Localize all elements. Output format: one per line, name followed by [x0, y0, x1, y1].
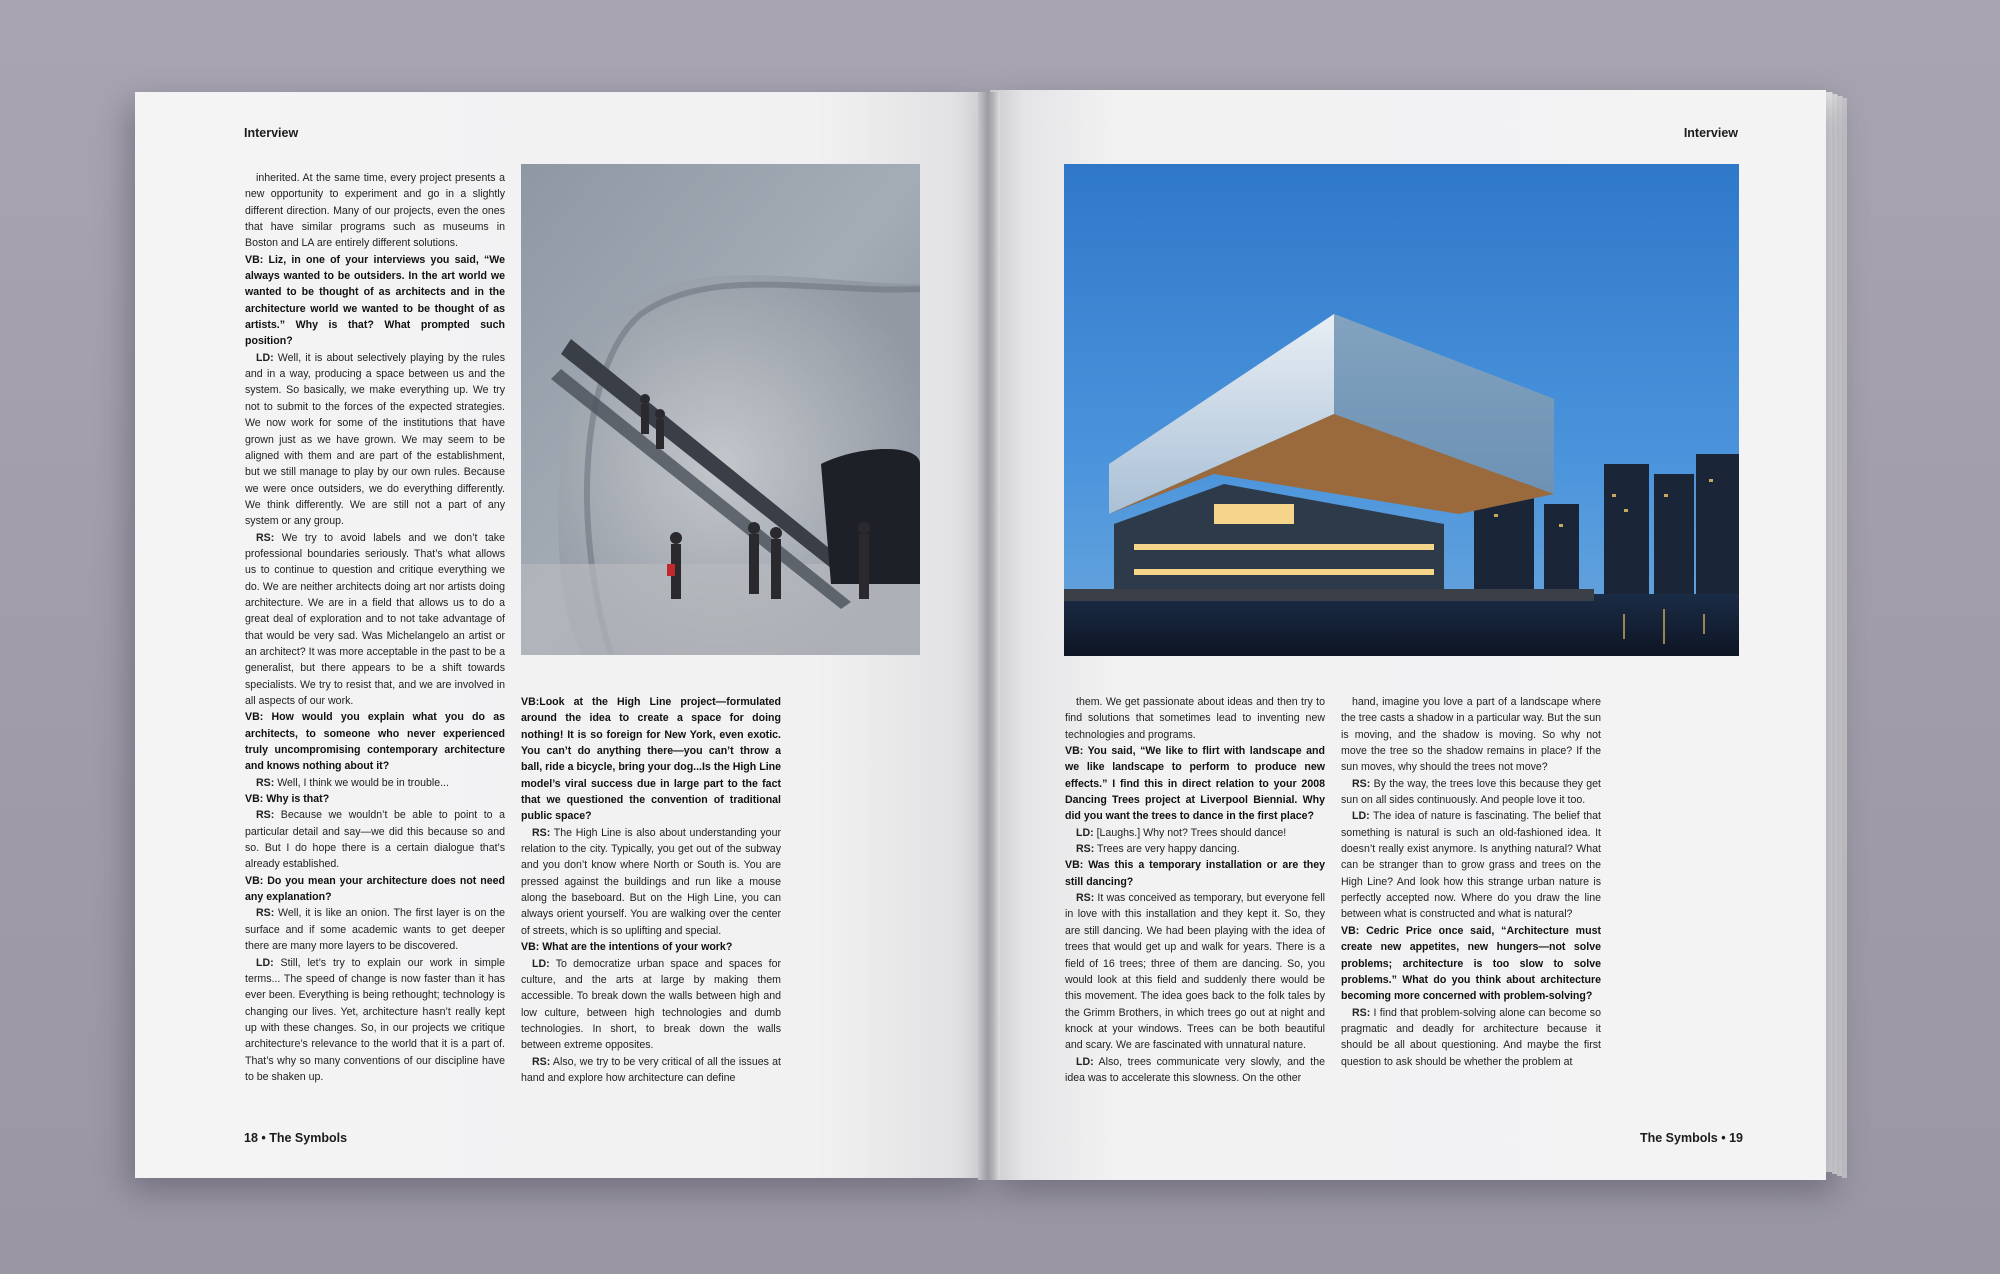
interview-answer [1341, 694, 1601, 776]
interview-answer [521, 956, 781, 1054]
paragraph-text: Also, trees communicate very slowly, and the idea was to accelerate this slowness. On the other [1065, 1055, 1325, 1084]
interview-answer [245, 807, 505, 872]
paragraph-text: VB: Cedric Price once said, “Architecture must create new appetites, new hungers—not solve problems; architecture is too slow to solve problems.” What do you think about architecture becoming more concerned with problem-solving? [1341, 924, 1601, 1003]
paragraph-text: VB: Liz, in one of your interviews you said, “We always wanted to be outsiders. In the art world we wanted to be thought of as architects and in the architecture world we wanted to be thought of as artists.” Why is that? What prompted such position? [245, 253, 505, 348]
paragraph-text: VB: You said, “We like to flirt with landscape and we like landscape to perform to produce new effects.” I find this in direct relation to your 2008 Dancing Trees project at Liverpool Biennial. Why did you want the trees to dance in the first place? [1065, 745, 1325, 823]
speaker-label: RS: [256, 776, 275, 789]
speaker-label: LD: [1352, 810, 1370, 823]
folio-right: The Symbols • 19 [1639, 1131, 1743, 1145]
paragraph-text: Trees are very happy dancing. [1094, 843, 1240, 856]
interview-question [521, 694, 781, 825]
interview-answer [521, 1054, 781, 1087]
paragraph-text: Well, I think we would be in trouble... [274, 776, 449, 789]
paragraph-text: inherited. At the same time, every project presents a new opportunity to experiment and go in a slightly different direction. Many of our projects, even the ones that have similar programs such as museums in Boston and LA are entirely different solutions. [245, 172, 505, 250]
paragraph-text: It was conceived as temporary, but everyone fell in love with this installation and they kept it. So, they are still dancing. We had been playing with the idea of trees that would get up and walk for years. There is a field of 16 trees; three of them are dancing. So, you would look at this field and suddenly there would be this movement. The idea goes back to the folk tales by the Grimm Brothers, in which trees go out at night and knock at your windows. Trees can be both beautiful and scary. We are fascinated with unnatural nature. [1065, 892, 1325, 1052]
paragraph-text: Still, let’s try to explain our work in simple terms... The speed of change is now faster than it has ever been. Everything is being rethought; technology is changing our lives. Yet, architecture hasn’t really kept up with these changes. So, in our projects we critique architecture’s relevance to the world that it is a part of. That’s why so many conventions of our discipline have to be shaken up. [245, 956, 505, 1083]
speaker-label: LD: [1076, 1055, 1094, 1068]
paragraph-text: The High Line is also about understanding your relation to the city. Typically, you get out of the subway and you don’t know where North or South is. You are pressed against the buildings and run like a mouse along the baseboard. But on the High Line, you can always orient yourself. You are walking over the center of streets, which is so uplifting and special. [521, 826, 781, 937]
running-head-right: Interview [1683, 126, 1738, 140]
paragraph-text: Well, it is about selectively playing by the rules and in a way, producing a space between us and the system. So basically, we make everything up. We try not to submit to the forces of the expected strategies. We now work for some of the institutions that have grown just as we have grown. We may seem to be aligned with them and are part of the establishment, but we still manage to play by our own rules. Because we were once outsiders, we do everything differently. We think differently. We are still not a part of any system or any group. [245, 351, 505, 528]
interview-answer [245, 170, 505, 252]
folio-left: 18 • The Symbols [244, 1131, 348, 1145]
paragraph-text: VB:Look at the High Line project—formulated around the idea to create a space for doing nothing! It is so foreign for New York, even exotic. You can’t do anything there—you can’t throw a ball, ride a bicycle, bring your dog...Is the High Line model’s viral success due in large part to the fact that we questioned the convention of traditional public space? [521, 696, 781, 823]
interview-question [1341, 923, 1601, 1005]
interview-answer [245, 350, 505, 530]
interview-answer [1065, 1054, 1325, 1087]
speaker-label: RS: [532, 1055, 551, 1068]
interview-answer [1341, 1005, 1601, 1070]
speaker-label: RS: [1076, 892, 1095, 905]
speaker-label: RS: [532, 826, 551, 839]
interview-answer [245, 905, 505, 954]
paragraph-text: To democratize urban space and spaces for culture, and the arts at large by making them accessible. To break down the walls between high and low culture, between high technologies and dumb technologies. In short, to break down the walls between extreme opposites. [521, 957, 781, 1052]
museum-photo [1064, 164, 1739, 656]
interview-answer [245, 775, 505, 791]
interview-question [521, 939, 781, 955]
interview-answer [521, 825, 781, 939]
speaker-label: LD: [256, 956, 274, 969]
speaker-label: LD: [1076, 826, 1094, 839]
interview-question [245, 791, 505, 807]
speaker-label: RS: [1076, 843, 1095, 856]
paragraph-text: Also, we try to be very critical of all the issues at hand and explore how architecture can define [521, 1055, 781, 1084]
left-column-2 [521, 694, 781, 1086]
paragraph-text: VB: How would you explain what you do as architects, to someone who never experienced truly uncompromising contemporary architecture and knows nothing about it? [245, 711, 505, 773]
speaker-label: RS: [256, 531, 275, 544]
interview-answer [245, 955, 505, 1086]
interview-answer [1065, 694, 1325, 743]
right-column-2 [1341, 694, 1601, 1070]
interview-answer [1065, 841, 1325, 857]
interview-question [245, 252, 505, 350]
paragraph-text: By the way, the trees love this because they get sun on all sides continuously. And people love it too. [1341, 777, 1601, 807]
book-gutter [978, 92, 1000, 1180]
paragraph-text: them. We get passionate about ideas and then try to find solutions that sometimes lead to inventing new technologies and programs. [1065, 696, 1325, 741]
paragraph-text: VB: What are the intentions of your work? [521, 941, 733, 954]
paragraph-text: I find that problem-solving alone can become so pragmatic and deadly for architecture because it should be all about questioning. And maybe the first question to ask should be whether the problem at [1341, 1006, 1601, 1068]
speaker-label: RS: [1352, 777, 1371, 790]
paragraph-text: hand, imagine you love a part of a landscape where the tree casts a shadow in a particular way. But the sun is moving, and the shadow is moving. So why not move the tree so the shadow remains in place? If the sun moves, why should the trees not move? [1341, 696, 1601, 774]
paragraph-text: VB: Why is that? [245, 793, 330, 806]
interview-answer [1341, 808, 1601, 922]
running-head-left: Interview [244, 126, 299, 140]
paragraph-text: [Laughs.] Why not? Trees should dance! [1093, 826, 1287, 839]
paragraph-text: VB: Was this a temporary installation or are they still dancing? [1065, 859, 1325, 888]
interview-answer [1065, 825, 1325, 841]
interview-answer [1065, 890, 1325, 1053]
interview-answer [245, 530, 505, 710]
interview-answer [1341, 776, 1601, 809]
escalator-photo [521, 164, 920, 655]
right-column-1 [1065, 694, 1325, 1086]
interview-question [245, 709, 505, 774]
speaker-label: LD: [532, 957, 550, 970]
paragraph-text: Well, it is like an onion. The first layer is on the surface and if some academic wants to get deeper there are many more layers to be discovered. [245, 907, 505, 953]
paragraph-text: We try to avoid labels and we don’t take professional boundaries seriously. That’s what allows us to continue to question and critique everything we do. We are neither architects doing art nor artists doing architecture. We are in a field that allows us to do a great deal of exploration and to not take advantage of that would be very sad. Was Michelangelo an artist or an architect? It was more acceptable in the past to be a generalist, but there appears to be a shift towards specialists. We try to resist that, and we are involved in all aspects of our work. [245, 531, 505, 707]
speaker-label: RS: [256, 809, 275, 822]
interview-question [1065, 857, 1325, 890]
speaker-label: RS: [1352, 1006, 1371, 1019]
interview-question [245, 873, 505, 906]
speaker-label: RS: [256, 907, 275, 920]
page-edge [1842, 98, 1847, 1178]
speaker-label: LD: [256, 351, 274, 364]
interview-question [1065, 743, 1325, 825]
paragraph-text: The idea of nature is fascinating. The belief that something is natural is such an old-fashioned idea. It doesn’t really exist anymore. Is anything natural? What can be stranger than to grow grass and trees on the High Line? And look how this strange urban nature is perfectly accepted now. Where do you draw the line between what is constructed and what is natural? [1341, 810, 1601, 921]
left-column-1 [245, 170, 505, 1085]
paragraph-text: Because we wouldn’t be able to point to a particular detail and say—we did this because so and so. But I do hope there is a certain dialogue that’s already established. [245, 809, 505, 871]
paragraph-text: VB: Do you mean your architecture does not need any explanation? [245, 874, 505, 904]
